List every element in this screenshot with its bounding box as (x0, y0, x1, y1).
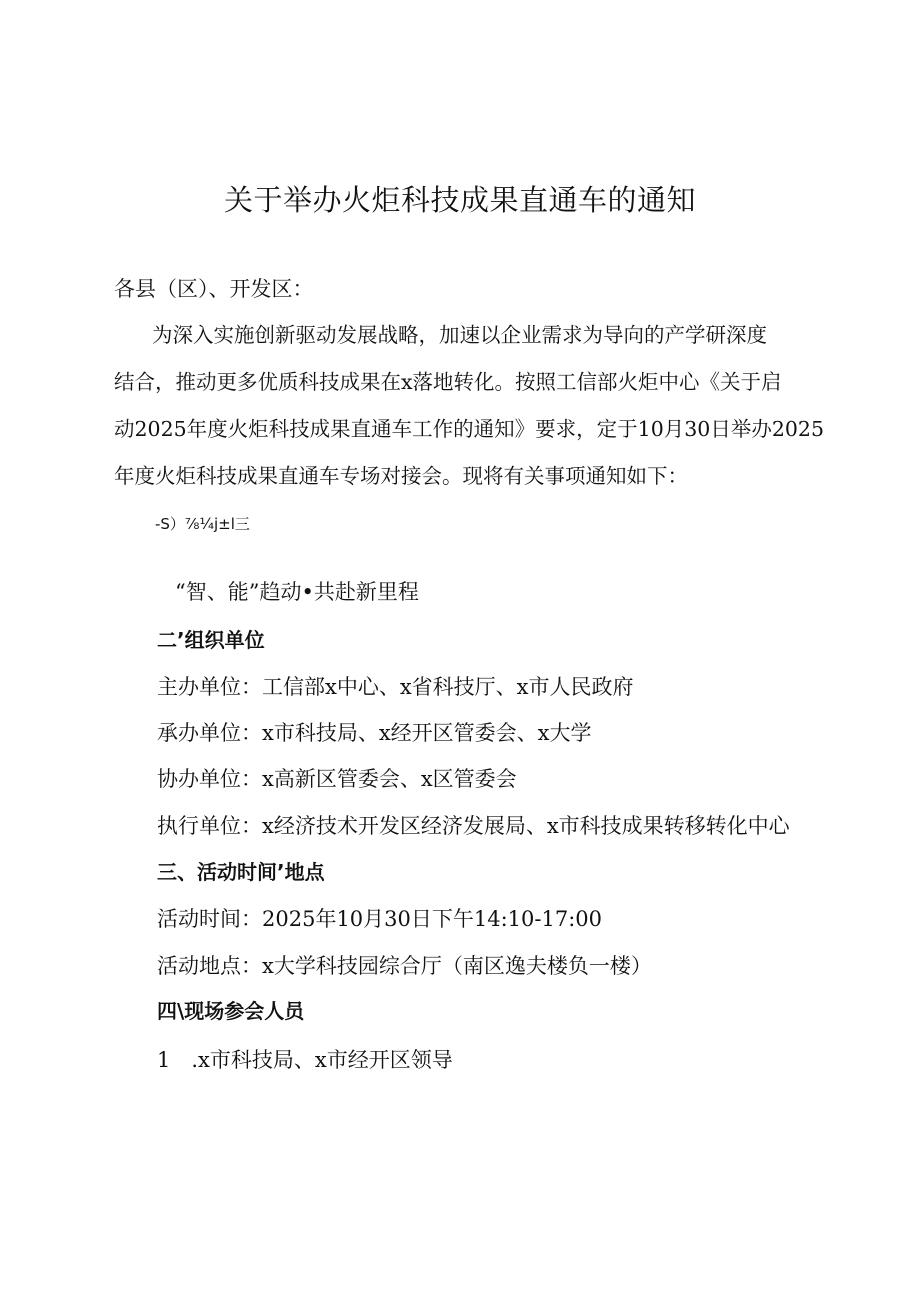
intro-line-1: 为深入实施创新驱动发展战略，加速以企业需求为导向的产学研深度 (152, 323, 767, 347)
activity-theme: “智、能”趋动•共赴新里程 (175, 580, 419, 604)
intro-line-3: 动2025年度火炬科技成果直通车工作的通知》要求，定于10月30日举办2025 (114, 417, 825, 441)
organizer-executor: 执行单位：x经济技术开发区经济发展局、x市科技成果转移转化中心 (157, 814, 790, 838)
organizer-coorganizer: 协办单位：x高新区管委会、x区管委会 (157, 767, 517, 791)
attendee-item: 1 .x市科技局、x市经开区领导 (157, 1048, 453, 1072)
section-organizers-heading: 二’组织单位 (157, 628, 265, 652)
intro-line-4: 年度火炬科技成果直通车专场对接会。现将有关事项通知如下： (114, 464, 688, 488)
document-title: 关于举办火炬科技成果直通车的通知 (223, 183, 696, 217)
intro-line-2: 结合，推动更多优质科技成果在x落地转化。按照工信部火炬中心《关于启 (114, 370, 782, 394)
organizer-undertaker: 承办单位：x市科技局、x经开区管委会、x大学 (157, 721, 592, 745)
section-one-heading: -S）⅞¼j±l三 (155, 515, 250, 533)
activity-place: 活动地点：x大学科技园综合厅（南区逸夫楼负一楼） (157, 954, 652, 978)
salutation: 各县（区）、开发区： (114, 277, 314, 301)
activity-time: 活动时间：2025年10月30日下午14:10-17:00 (157, 907, 603, 931)
organizer-host: 主办单位：工信部x中心、x省科技厅、x市人民政府 (157, 675, 634, 699)
section-attendees-heading: 四\现场参会人员 (157, 999, 305, 1023)
section-time-place-heading: 三、活动时间’地点 (157, 860, 325, 884)
